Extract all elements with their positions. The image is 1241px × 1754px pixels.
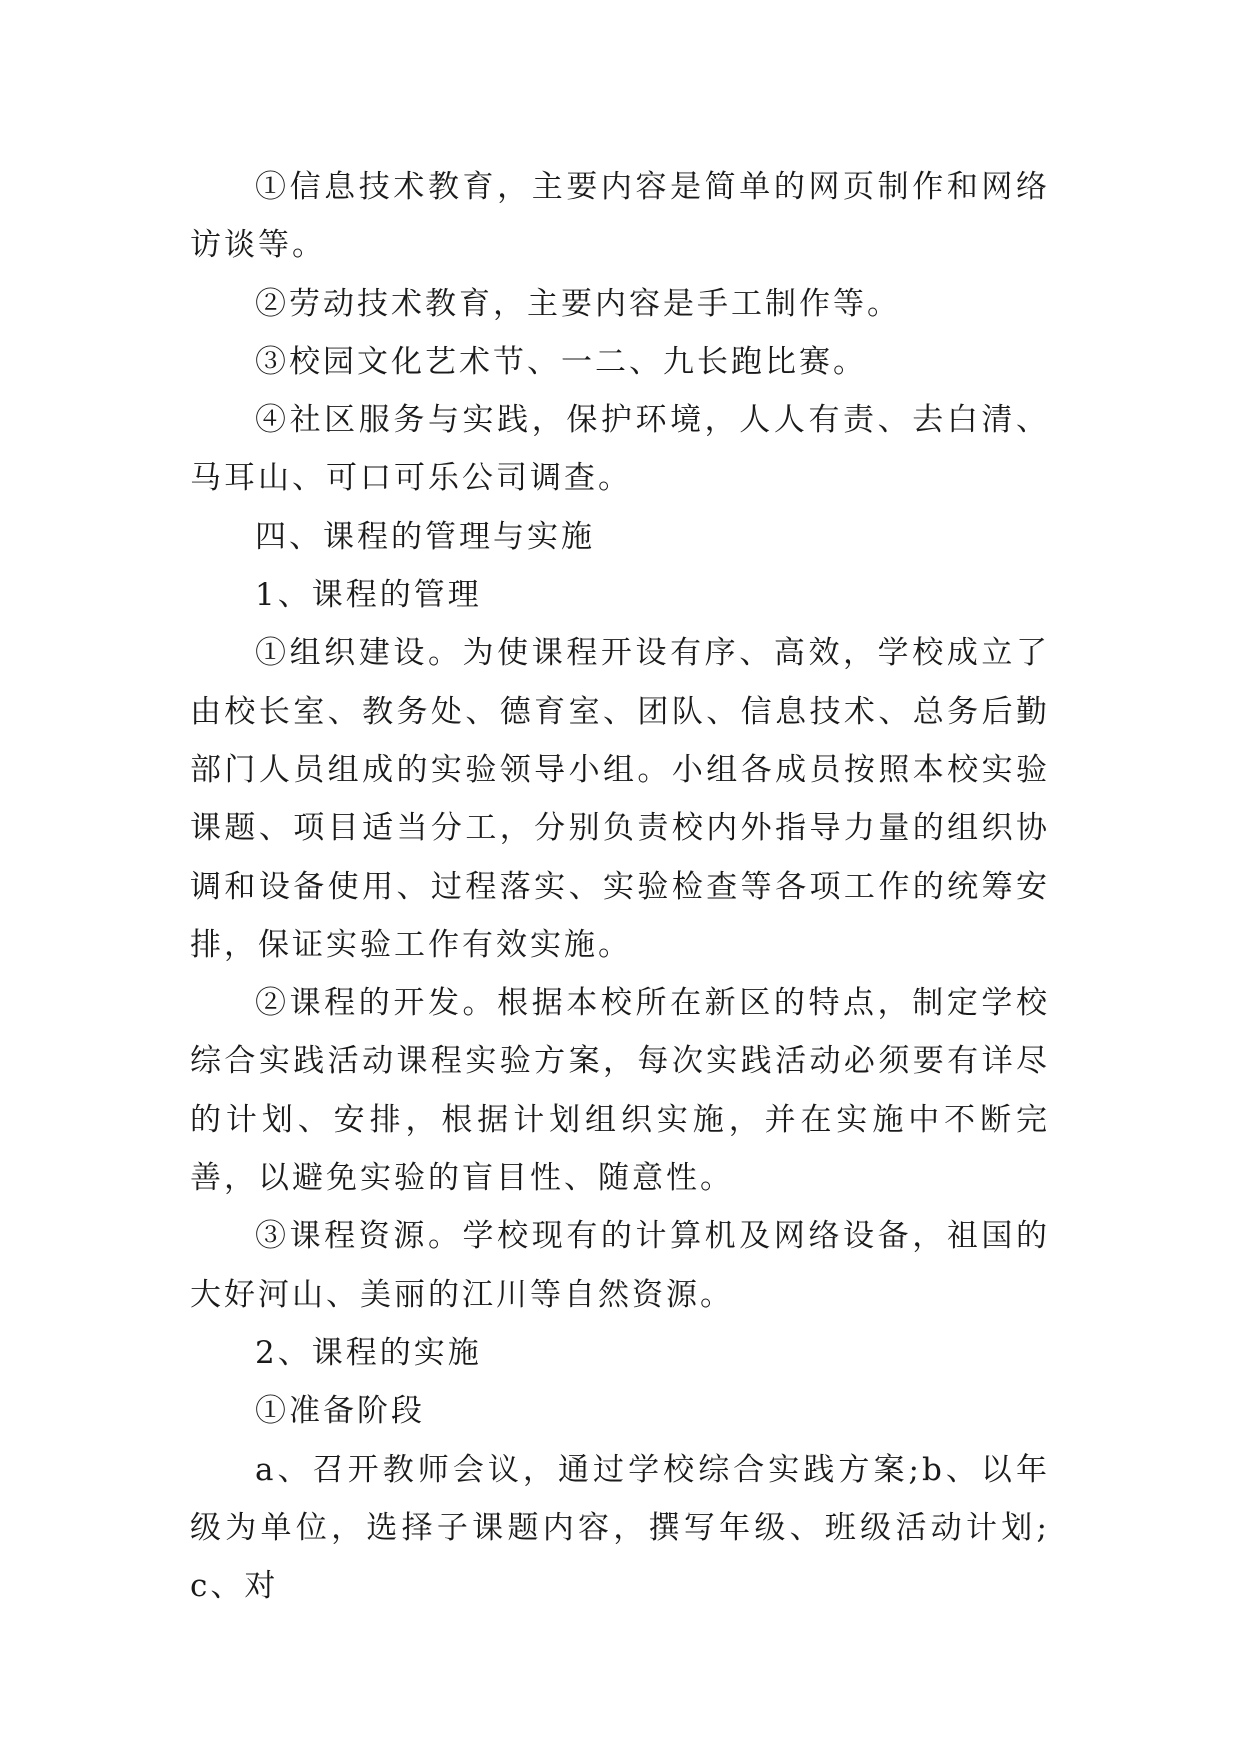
paragraph-labor-tech-education: ②劳动技术教育，主要内容是手工制作等。 xyxy=(255,285,901,322)
subsection-heading-course-implementation: 2、课程的实施 xyxy=(255,1334,482,1371)
section-heading-management-implementation: 四、课程的管理与实施 xyxy=(255,518,595,555)
paragraph-community-service: ④社区服务与实践，保护环境，人人有责、去白清、马耳山、可口可乐公司调查。 xyxy=(190,402,1050,497)
paragraph-course-development: ②课程的开发。根据本校所在新区的特点，制定学校综合实践活动课程实验方案，每次实践活动必须要有详尽的计划、安排，根据计划组织实施，并在实施中不断完善，以避免实验的盲目性、随意性。 xyxy=(190,985,1050,1197)
step-heading-preparation: ①准备阶段 xyxy=(255,1393,425,1430)
subsection-heading-course-management: 1、课程的管理 xyxy=(255,577,482,614)
paragraph-course-resources: ③课程资源。学校现有的计算机及网络设备，祖国的大好河山、美丽的江川等自然资源。 xyxy=(190,1218,1050,1313)
paragraph-organization: ①组织建设。为使课程开设有序、高效，学校成立了由校长室、教务处、德育室、团队、信息技术、总务后勤部门人员组成的实验领导小组。小组各成员按照本校实验课题、项目适当分工，分别负责校内外指导力量的组织协调和设备使用、过程落实、实验检查等各项工作的统筹安排，保证实验工作有效实施。 xyxy=(190,635,1050,963)
paragraph-campus-culture-festival: ③校园文化艺术节、一二、九长跑比赛。 xyxy=(255,343,867,380)
paragraph-info-tech-education: ①信息技术教育，主要内容是简单的网页制作和网络访谈等。 xyxy=(190,169,1050,264)
document-body xyxy=(190,158,1050,1615)
paragraph-preparation-steps: a、召开教师会议，通过学校综合实践方案;b、以年级为单位，选择子课题内容，撰写年级、班级活动计划;c、对 xyxy=(190,1451,1050,1605)
